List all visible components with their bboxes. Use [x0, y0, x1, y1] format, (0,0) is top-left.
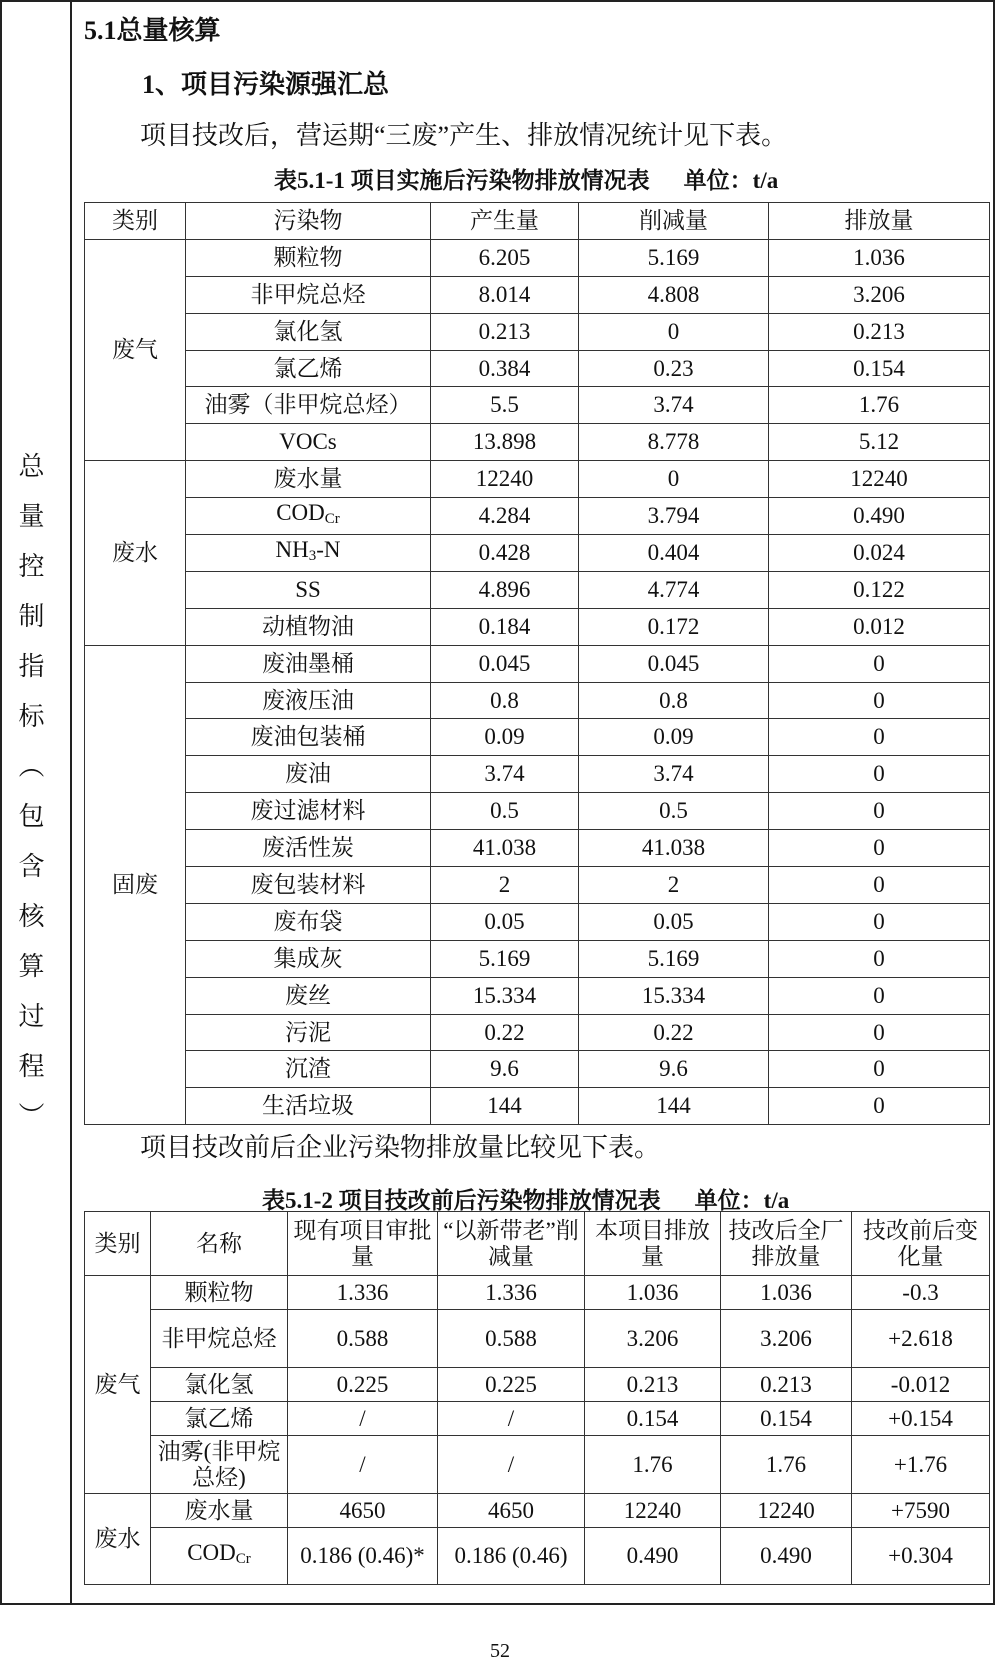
category-cell: 废水: [85, 461, 186, 645]
table-row: [85, 940, 990, 977]
pollutant-name-cell: 废油: [186, 756, 431, 793]
value-cell: /: [288, 1402, 438, 1436]
table-row: [85, 1051, 990, 1088]
value-cell: 0.404: [579, 535, 769, 572]
page-number: 52: [490, 1640, 510, 1662]
value-cell: 0.22: [579, 1014, 769, 1051]
value-cell: 4.284: [431, 498, 579, 535]
table-row: [85, 535, 990, 572]
value-cell: 3.794: [579, 498, 769, 535]
column-header: 污染物: [186, 203, 431, 240]
table-row: [85, 424, 990, 461]
value-cell: 41.038: [431, 830, 579, 867]
value-cell: 0.09: [579, 719, 769, 756]
column-header: 产生量: [431, 203, 579, 240]
value-cell: 3.206: [769, 276, 990, 313]
value-cell: 0: [769, 1051, 990, 1088]
pollutant-name-cell: 颗粒物: [186, 239, 431, 276]
value-cell: 12240: [721, 1494, 852, 1528]
pollutant-name-cell: 废液压油: [186, 682, 431, 719]
value-cell: 0: [769, 867, 990, 904]
pollutant-name-cell: 氯化氢: [151, 1368, 288, 1402]
table-row: [85, 1402, 990, 1436]
value-cell: 5.12: [769, 424, 990, 461]
value-cell: 1.036: [585, 1276, 721, 1310]
value-cell: 0.5: [579, 793, 769, 830]
pollutant-name-cell: 废丝: [186, 977, 431, 1014]
value-cell: 8.778: [579, 424, 769, 461]
value-cell: 0.045: [579, 645, 769, 682]
value-cell: 12240: [769, 461, 990, 498]
column-header: 名称: [151, 1212, 288, 1276]
value-cell: -0.3: [852, 1276, 990, 1310]
value-cell: 1.036: [721, 1276, 852, 1310]
emission-table-after: [84, 202, 990, 1125]
value-cell: 12240: [585, 1494, 721, 1528]
value-cell: 0.225: [438, 1368, 585, 1402]
value-cell: 5.169: [431, 940, 579, 977]
column-header: 技改前后变化量: [852, 1212, 990, 1276]
pollutant-name-cell: 废油包装桶: [186, 719, 431, 756]
value-cell: 9.6: [579, 1051, 769, 1088]
pollutant-name-cell: 废水量: [186, 461, 431, 498]
value-cell: 9.6: [431, 1051, 579, 1088]
value-cell: 0.490: [721, 1528, 852, 1585]
value-cell: 3.74: [579, 387, 769, 424]
value-cell: +0.154: [852, 1402, 990, 1436]
value-cell: 0.184: [431, 608, 579, 645]
table-row: [85, 608, 990, 645]
value-cell: 5.169: [579, 940, 769, 977]
value-cell: 4.896: [431, 571, 579, 608]
emission-comparison-table: [84, 1211, 990, 1585]
value-cell: 0: [769, 977, 990, 1014]
value-cell: 0.23: [579, 350, 769, 387]
value-cell: 15.334: [579, 977, 769, 1014]
value-cell: 1.036: [769, 239, 990, 276]
value-cell: 1.76: [585, 1436, 721, 1494]
category-cell: 废气: [85, 239, 186, 460]
value-cell: 0.8: [431, 682, 579, 719]
value-cell: +7590: [852, 1494, 990, 1528]
pollutant-name-cell: 废水量: [151, 1494, 288, 1528]
value-cell: 1.76: [721, 1436, 852, 1494]
table-row: [85, 756, 990, 793]
value-cell: 5.169: [579, 239, 769, 276]
comparison-intro-text: 项目技改前后企业污染物排放量比较见下表。: [140, 1133, 661, 1162]
value-cell: 0.490: [769, 498, 990, 535]
table-row: [85, 793, 990, 830]
table-row: [85, 1088, 990, 1125]
left-column: [2, 2, 72, 1603]
table-row: [85, 1014, 990, 1051]
value-cell: 12240: [431, 461, 579, 498]
value-cell: 0.588: [288, 1310, 438, 1368]
table-row: [85, 682, 990, 719]
value-cell: 0.588: [438, 1310, 585, 1368]
value-cell: /: [288, 1436, 438, 1494]
table-row: [85, 350, 990, 387]
value-cell: 0: [769, 645, 990, 682]
pollutant-name-cell: 废布袋: [186, 903, 431, 940]
table-row: [85, 387, 990, 424]
value-cell: 0: [769, 1014, 990, 1051]
pollutant-name-cell: SS: [186, 571, 431, 608]
value-cell: 4650: [438, 1494, 585, 1528]
pollutant-name-cell: 废油墨桶: [186, 645, 431, 682]
pollutant-name-cell: 颗粒物: [151, 1276, 288, 1310]
table1-caption-text: 表5.1-1 项目实施后污染物排放情况表: [274, 168, 650, 193]
value-cell: 0.490: [585, 1528, 721, 1585]
value-cell: 0.186 (0.46)*: [288, 1528, 438, 1585]
value-cell: 0.154: [769, 350, 990, 387]
value-cell: 0.122: [769, 571, 990, 608]
value-cell: 0: [769, 682, 990, 719]
value-cell: 0: [769, 756, 990, 793]
side-label: 总量控制指标（包含核算过程）: [15, 452, 44, 1152]
value-cell: 3.206: [721, 1310, 852, 1368]
column-header: 本项目排放量: [585, 1212, 721, 1276]
pollutant-name-cell: 集成灰: [186, 940, 431, 977]
pollutant-name-cell: $COD_{Cr}$: [151, 1528, 288, 1585]
value-cell: 0: [769, 793, 990, 830]
value-cell: 0.186 (0.46): [438, 1528, 585, 1585]
pollutant-name-cell: 氯乙烯: [151, 1402, 288, 1436]
value-cell: 144: [579, 1088, 769, 1125]
table-row: [85, 313, 990, 350]
table2-caption-text: 表5.1-2 项目技改前后污染物排放情况表: [262, 1188, 661, 1213]
value-cell: 2: [431, 867, 579, 904]
pollutant-name-cell: 氯乙烯: [186, 350, 431, 387]
value-cell: -0.012: [852, 1368, 990, 1402]
value-cell: +1.76: [852, 1436, 990, 1494]
value-cell: 0.09: [431, 719, 579, 756]
pollutant-name-cell: 污泥: [186, 1014, 431, 1051]
table-row: [85, 498, 990, 535]
category-cell: 废水: [85, 1494, 151, 1585]
category-cell: 废气: [85, 1276, 151, 1494]
sub-title: 1、项目污染源强汇总: [142, 70, 390, 99]
value-cell: 0.213: [721, 1368, 852, 1402]
table1-unit: 单位：t/a: [683, 168, 779, 193]
value-cell: 0.154: [585, 1402, 721, 1436]
value-cell: /: [438, 1436, 585, 1494]
column-header: 现有项目审批量: [288, 1212, 438, 1276]
value-cell: 0: [579, 313, 769, 350]
column-header: 类别: [85, 203, 186, 240]
pollutant-name-cell: 氯化氢: [186, 313, 431, 350]
table2-unit: 单位：t/a: [694, 1188, 790, 1213]
value-cell: 1.336: [288, 1276, 438, 1310]
pollutant-name-cell: 废包装材料: [186, 867, 431, 904]
table-row: [85, 977, 990, 1014]
value-cell: 0: [769, 1088, 990, 1125]
value-cell: 3.74: [431, 756, 579, 793]
table-row: [85, 461, 990, 498]
value-cell: 0.05: [431, 903, 579, 940]
value-cell: 0.012: [769, 608, 990, 645]
value-cell: 0.213: [431, 313, 579, 350]
pollutant-name-cell: 非甲烷总烃: [186, 276, 431, 313]
pollutant-name-cell: 废活性炭: [186, 830, 431, 867]
table-row: [85, 1528, 990, 1585]
pollutant-name-cell: 动植物油: [186, 608, 431, 645]
value-cell: 0.384: [431, 350, 579, 387]
column-header: “以新带老”削减量: [438, 1212, 585, 1276]
value-cell: 13.898: [431, 424, 579, 461]
pollutant-name-cell: $COD_{Cr}$: [186, 498, 431, 535]
value-cell: 0: [769, 830, 990, 867]
table1-caption: [274, 162, 778, 195]
pollutant-name-cell: 废过滤材料: [186, 793, 431, 830]
value-cell: 0.05: [579, 903, 769, 940]
value-cell: 0.045: [431, 645, 579, 682]
value-cell: +0.304: [852, 1528, 990, 1585]
pollutant-name-cell: 生活垃圾: [186, 1088, 431, 1125]
value-cell: 3.74: [579, 756, 769, 793]
value-cell: 0.22: [431, 1014, 579, 1051]
value-cell: 0.5: [431, 793, 579, 830]
value-cell: 41.038: [579, 830, 769, 867]
table-row: [85, 276, 990, 313]
table-row: [85, 645, 990, 682]
value-cell: 0.213: [769, 313, 990, 350]
table-row: [85, 239, 990, 276]
pollutant-name-cell: VOCs: [186, 424, 431, 461]
table-row: [85, 719, 990, 756]
category-cell: 固废: [85, 645, 186, 1125]
table-header-row: [85, 203, 990, 240]
value-cell: 0: [769, 719, 990, 756]
value-cell: 0.428: [431, 535, 579, 572]
column-header: 技改后全厂排放量: [721, 1212, 852, 1276]
value-cell: 3.206: [585, 1310, 721, 1368]
intro-text: 项目技改后，营运期“三废”产生、排放情况统计见下表。: [140, 121, 788, 150]
pollutant-name-cell: 沉渣: [186, 1051, 431, 1088]
value-cell: 0: [769, 940, 990, 977]
table-row: [85, 867, 990, 904]
value-cell: 4.808: [579, 276, 769, 313]
value-cell: 6.205: [431, 239, 579, 276]
table-row: [85, 1368, 990, 1402]
pollutant-name-cell: 油雾(非甲烷总烃): [151, 1436, 288, 1494]
value-cell: 0.172: [579, 608, 769, 645]
value-cell: 0.225: [288, 1368, 438, 1402]
table-row: [85, 1436, 990, 1494]
value-cell: 5.5: [431, 387, 579, 424]
value-cell: 144: [431, 1088, 579, 1125]
table-row: [85, 571, 990, 608]
pollutant-name-cell: 非甲烷总烃: [151, 1310, 288, 1368]
pollutant-name-cell: $NH_3-N$: [186, 535, 431, 572]
value-cell: 0: [579, 461, 769, 498]
pollutant-name-cell: 油雾（非甲烷总烃）: [186, 387, 431, 424]
table-row: [85, 1494, 990, 1528]
value-cell: 8.014: [431, 276, 579, 313]
value-cell: 1.336: [438, 1276, 585, 1310]
value-cell: +2.618: [852, 1310, 990, 1368]
value-cell: 15.334: [431, 977, 579, 1014]
table-row: [85, 1276, 990, 1310]
table-row: [85, 1310, 990, 1368]
value-cell: 4.774: [579, 571, 769, 608]
column-header: 排放量: [769, 203, 990, 240]
column-header: 削减量: [579, 203, 769, 240]
value-cell: 0.024: [769, 535, 990, 572]
value-cell: 1.76: [769, 387, 990, 424]
value-cell: 0.8: [579, 682, 769, 719]
table-row: [85, 830, 990, 867]
value-cell: 0.213: [585, 1368, 721, 1402]
column-header: 类别: [85, 1212, 151, 1276]
value-cell: 0.154: [721, 1402, 852, 1436]
section-title: 5.1总量核算: [84, 16, 221, 45]
value-cell: 2: [579, 867, 769, 904]
table-header-row: [85, 1212, 990, 1276]
table-row: [85, 903, 990, 940]
value-cell: /: [438, 1402, 585, 1436]
value-cell: 4650: [288, 1494, 438, 1528]
value-cell: 0: [769, 903, 990, 940]
